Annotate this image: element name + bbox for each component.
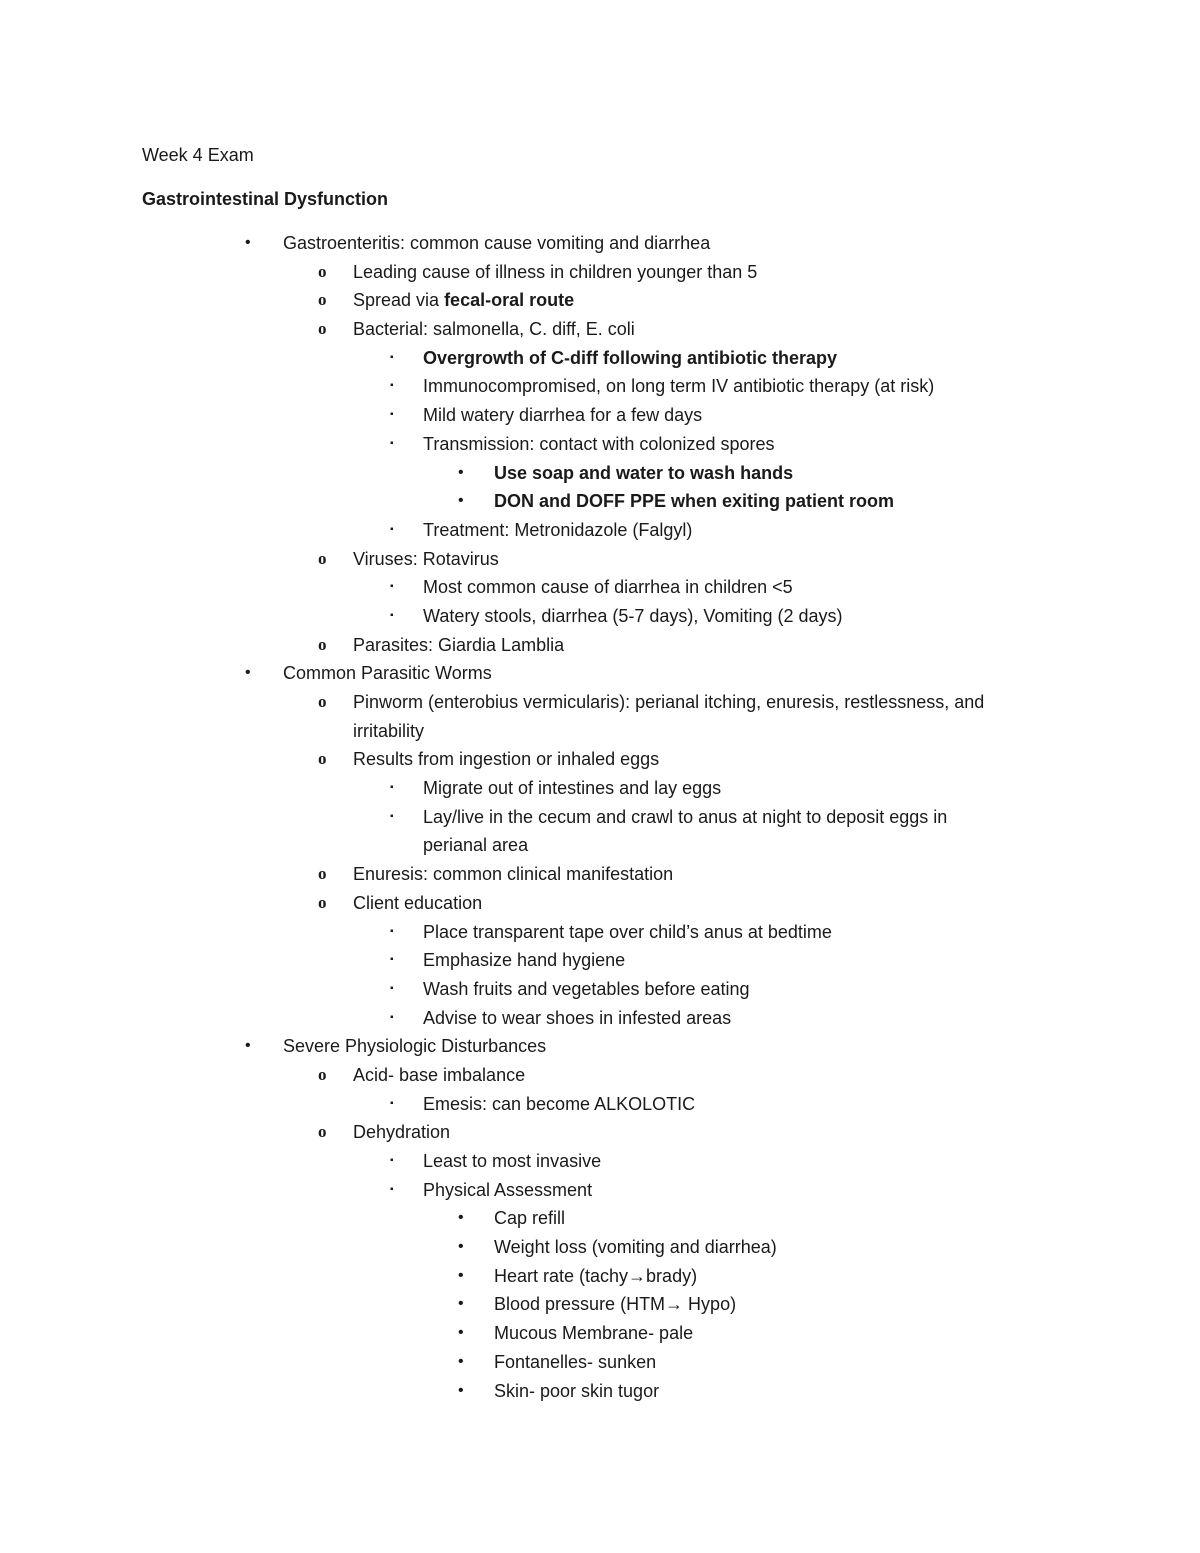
text-segment: Heart rate (tachy→brady): [494, 1265, 698, 1286]
list-item-text: [353, 545, 499, 574]
text-segment: Pinworm (enterobius vermicularis): perianal itching, enuresis, restlessness, and: [353, 692, 985, 712]
bullet-icon: •: [458, 1238, 464, 1256]
text-segment: Migrate out of intestines and lay eggs: [423, 778, 722, 799]
bullet-icon: o: [318, 864, 327, 884]
bullet-icon: •: [458, 492, 464, 510]
text-segment: Mucous Membrane- pale: [494, 1323, 694, 1344]
list-item-text: [353, 286, 574, 315]
list-item: [0, 344, 1200, 373]
list-item-text: [423, 430, 774, 459]
text-segment: Lay/live in the cecum and crawl to anus at night to deposit eggs in: [423, 806, 948, 827]
text-segment: Leading cause of illness in children younger than 5: [353, 261, 758, 282]
text-segment: Spread via: [353, 290, 445, 311]
text-segment: Common Parasitic Worms: [283, 663, 492, 684]
list-item-text: [353, 745, 659, 774]
list-item-text: [423, 1090, 695, 1119]
text-segment: Parasites: Giardia Lamblia: [353, 634, 565, 655]
bullet-icon: o: [318, 1064, 327, 1084]
list-item-text: [423, 831, 528, 860]
bullet-icon: ▪: [390, 523, 394, 535]
list-item-text: [283, 229, 710, 258]
bullet-icon: •: [458, 463, 464, 481]
list-item: [0, 1147, 1200, 1176]
text-segment: Fontanelles- sunken: [494, 1351, 657, 1372]
list-item-text: [353, 1061, 525, 1090]
bullet-icon: •: [245, 234, 251, 251]
list-item-text: [494, 487, 894, 516]
list-item: [0, 430, 1200, 459]
section-heading: Gastrointestinal Dysfunction: [142, 189, 389, 209]
list-item: [0, 803, 1200, 832]
list-item-text: [494, 1319, 693, 1348]
bullet-icon: ▪: [390, 782, 394, 794]
text-segment: Treatment: Metronidazole (Falgyl): [423, 519, 693, 540]
list-item-text: [423, 344, 837, 373]
text-segment: Acid- base imbalance: [353, 1064, 526, 1085]
bullet-icon: o: [318, 290, 327, 310]
list-item-text: [494, 459, 793, 488]
list-item-text: [494, 1290, 736, 1319]
list-item: [0, 487, 1200, 516]
list-item: [0, 1004, 1200, 1033]
bullet-icon: o: [318, 892, 327, 912]
text-segment: Least to most invasive: [423, 1151, 602, 1171]
bullet-icon: ▪: [390, 380, 394, 392]
list-item-text: [353, 889, 482, 918]
list-item: [0, 1061, 1200, 1090]
list-item: [0, 1348, 1200, 1377]
bullet-icon: o: [318, 548, 327, 568]
text-segment: Weight loss (vomiting and diarrhea): [494, 1237, 777, 1258]
bullet-icon: ▪: [390, 609, 394, 621]
list-item-text: [423, 803, 947, 832]
text-segment: Transmission: contact with colonized spores: [423, 433, 775, 454]
text-segment: Wash fruits and vegetables before eating: [423, 978, 750, 999]
list-item-text: [423, 1147, 601, 1176]
list-item: [0, 516, 1200, 545]
bullet-icon: •: [458, 1381, 464, 1399]
text-segment: Emesis: can become ALKOLOTIC: [423, 1093, 696, 1114]
list-item: [0, 659, 1200, 688]
outline-list: [0, 229, 1200, 1405]
text-segment: Emphasize hand hygiene: [423, 950, 626, 971]
list-item: [0, 1377, 1200, 1406]
list-item-text: [423, 1004, 731, 1033]
text-segment: Results from ingestion or inhaled eggs: [353, 749, 660, 770]
list-item: [0, 545, 1200, 574]
list-item: [0, 459, 1200, 488]
list-item: [0, 745, 1200, 774]
text-segment: Watery stools, diarrhea (5-7 days), Vomiting (2 days): [423, 605, 843, 626]
bullet-icon: o: [318, 749, 327, 769]
list-item-text: [494, 1262, 697, 1291]
list-item-text: [494, 1233, 777, 1262]
list-item: [0, 401, 1200, 430]
list-item-text: [423, 946, 625, 975]
list-item: [0, 573, 1200, 602]
text-segment: irritability: [353, 720, 425, 741]
text-segment: Client education: [353, 892, 483, 913]
text-segment: Enuresis: common clinical manifestation: [353, 864, 674, 885]
list-item: [0, 315, 1200, 344]
list-item: [0, 1319, 1200, 1348]
text-segment: Most common cause of diarrhea in children <5: [423, 577, 793, 598]
text-segment: Skin- poor skin tugor: [494, 1380, 660, 1401]
bullet-icon: ▪: [390, 810, 394, 822]
text-segment: Mild watery diarrhea for a few days: [423, 405, 703, 426]
text-segment: Severe Physiologic Disturbances: [283, 1036, 547, 1057]
list-item-text: [423, 1176, 592, 1205]
bold-text: Use soap and water to wash hands: [494, 462, 794, 483]
list-item-text: [353, 860, 673, 889]
list-item: [0, 918, 1200, 947]
bullet-icon: ▪: [390, 437, 394, 449]
list-item: [0, 1118, 1200, 1147]
bullet-icon: •: [458, 1352, 464, 1370]
list-item-text: [494, 1377, 659, 1406]
document-title: Week 4 Exam: [142, 145, 254, 165]
list-item-text: [353, 717, 424, 746]
text-segment: Viruses: Rotavirus: [353, 548, 499, 569]
bullet-icon: •: [458, 1209, 464, 1227]
list-item: [0, 1204, 1200, 1233]
bullet-icon: •: [245, 664, 251, 682]
list-item: [0, 631, 1200, 660]
list-item: [0, 1032, 1200, 1061]
list-item-text: [494, 1204, 565, 1233]
text-segment: Gastroenteritis: common cause vomiting and diarrhea: [283, 233, 711, 253]
list-item-text: [353, 631, 564, 660]
list-item-text: [353, 315, 635, 344]
list-item-text: [423, 372, 934, 401]
text-segment: Bacterial: salmonella, C. diff, E. coli: [353, 319, 635, 340]
text-segment: Cap refill: [494, 1208, 566, 1229]
list-item: [0, 1090, 1200, 1119]
list-item-text: [353, 1118, 450, 1147]
list-item: [0, 229, 1200, 258]
bullet-icon: o: [318, 692, 327, 711]
list-item: [0, 1233, 1200, 1262]
text-segment: Physical Assessment: [423, 1179, 593, 1200]
bullet-icon: ▪: [390, 1011, 394, 1023]
bullet-icon: ▪: [390, 1183, 394, 1195]
list-item: [0, 1262, 1200, 1291]
list-item: [0, 688, 1200, 717]
list-item-text: [423, 774, 721, 803]
list-item: [0, 774, 1200, 803]
text-segment: perianal area: [423, 835, 529, 856]
bullet-icon: o: [318, 261, 327, 281]
bullet-icon: ▪: [390, 581, 394, 593]
bullet-icon: ▪: [390, 351, 394, 363]
bullet-icon: o: [318, 319, 327, 339]
list-item-text: [423, 401, 702, 430]
list-item-text: [283, 1032, 546, 1061]
list-item: [0, 286, 1200, 315]
bold-text: fecal-oral route: [444, 290, 575, 311]
list-item-text: [353, 258, 757, 287]
list-item-text: [423, 975, 750, 1004]
bullet-icon: ▪: [390, 409, 394, 421]
bullet-icon: •: [458, 1295, 464, 1313]
bullet-icon: o: [318, 1122, 327, 1142]
bullet-icon: ▪: [390, 1097, 394, 1109]
list-item-text: [283, 659, 492, 688]
list-item-text: [423, 918, 832, 947]
bullet-icon: ▪: [390, 1155, 394, 1166]
list-item: [0, 946, 1200, 975]
bullet-icon: ▪: [390, 982, 394, 994]
text-segment: Blood pressure (HTM→ Hypo): [494, 1294, 737, 1315]
text-segment: Dehydration: [353, 1122, 451, 1143]
list-item: [0, 1176, 1200, 1205]
text-segment: Advise to wear shoes in infested areas: [423, 1007, 732, 1028]
bullet-icon: o: [318, 634, 327, 654]
bullet-icon: •: [458, 1324, 464, 1342]
bullet-icon: ▪: [390, 925, 394, 937]
list-item: [0, 889, 1200, 918]
list-item-continuation: [0, 717, 1200, 746]
bold-text: Overgrowth of C-diff following antibiotic therapy: [423, 347, 837, 368]
list-item: [0, 860, 1200, 889]
list-item-text: [423, 573, 793, 602]
bullet-icon: •: [458, 1266, 464, 1284]
bold-text: DON and DOFF PPE when exiting patient room: [494, 491, 895, 512]
list-item: [0, 1290, 1200, 1319]
list-item: [0, 258, 1200, 287]
text-segment: Immunocompromised, on long term IV antibiotic therapy (at risk): [423, 376, 935, 397]
list-item-text: [353, 688, 984, 717]
list-item: [0, 602, 1200, 631]
text-segment: Place transparent tape over child’s anus at bedtime: [423, 921, 832, 942]
list-item: [0, 975, 1200, 1004]
list-item-continuation: [0, 831, 1200, 860]
list-item-text: [423, 602, 843, 631]
bullet-icon: ▪: [390, 954, 394, 966]
list-item: [0, 372, 1200, 401]
list-item-text: [423, 516, 692, 545]
list-item-text: [494, 1348, 656, 1377]
bullet-icon: •: [245, 1037, 251, 1055]
